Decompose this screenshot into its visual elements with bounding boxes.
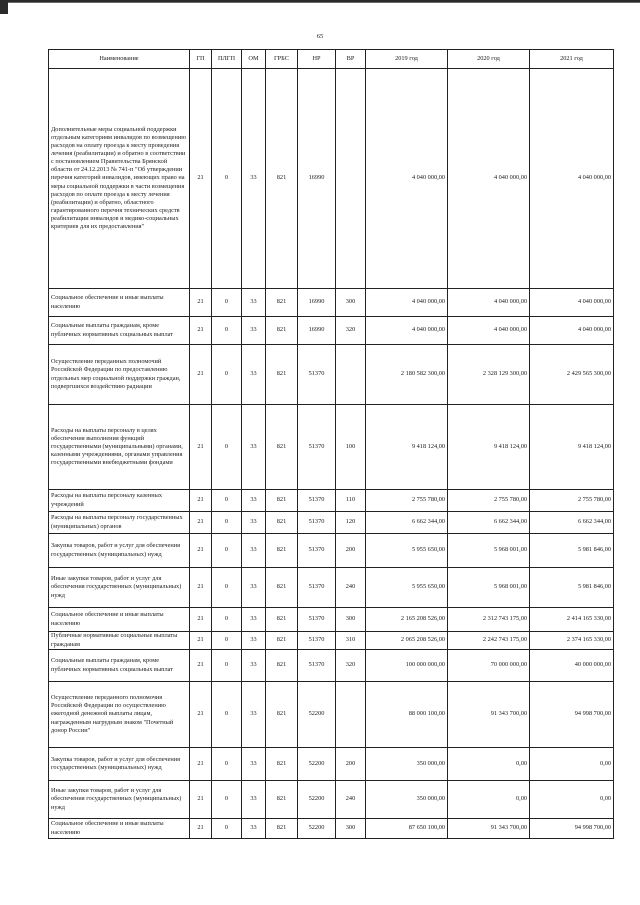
cell-2020: 5 968 001,00 — [448, 568, 530, 608]
cell-2020: 0,00 — [448, 748, 530, 781]
cell-grbs: 821 — [266, 632, 298, 650]
cell-nr: 16990 — [298, 317, 336, 345]
column-header-name: Наименование — [49, 50, 190, 69]
column-header-2020: 2020 год — [448, 50, 530, 69]
cell-vr: 100 — [336, 405, 366, 490]
column-header-plgp: ПЛГП — [212, 50, 242, 69]
cell-nr: 51370 — [298, 568, 336, 608]
table-row — [49, 534, 614, 568]
cell-om: 33 — [242, 490, 266, 512]
cell-2019: 100 000 000,00 — [366, 650, 448, 682]
cell-om: 33 — [242, 748, 266, 781]
cell-name: Осуществление переданного полномочия Российской Федерации по осуществлению ежегодной денежной выплаты лицам, награжденным нагрудным знаком "Почетный донор России" — [49, 682, 190, 748]
cell-2021: 5 981 846,00 — [530, 534, 614, 568]
cell-grbs: 821 — [266, 405, 298, 490]
cell-2019: 6 662 344,00 — [366, 512, 448, 534]
column-header-nr: НР — [298, 50, 336, 69]
cell-name: Закупка товаров, работ и услуг для обеспечения государственных (муниципальных) нужд — [49, 534, 190, 568]
cell-vr: 200 — [336, 748, 366, 781]
cell-nr: 51370 — [298, 512, 336, 534]
cell-nr: 52200 — [298, 819, 336, 839]
cell-name: Закупка товаров, работ и услуг для обеспечения государственных (муниципальных) нужд — [49, 748, 190, 781]
cell-2019: 4 040 000,00 — [366, 289, 448, 317]
cell-gp: 21 — [190, 534, 212, 568]
cell-grbs: 821 — [266, 317, 298, 345]
cell-name: Социальное обеспечение и иные выплаты населению — [49, 289, 190, 317]
table-row — [49, 608, 614, 632]
cell-grbs: 821 — [266, 534, 298, 568]
cell-name: Социальное обеспечение и иные выплаты населению — [49, 819, 190, 839]
cell-gp: 21 — [190, 682, 212, 748]
cell-grbs: 821 — [266, 289, 298, 317]
page-number: 65 — [316, 33, 324, 40]
cell-2020: 9 418 124,00 — [448, 405, 530, 490]
cell-vr — [336, 345, 366, 405]
cell-2019: 2 755 780,00 — [366, 490, 448, 512]
cell-vr: 120 — [336, 512, 366, 534]
cell-2020: 5 968 001,00 — [448, 534, 530, 568]
column-header-2019: 2019 год — [366, 50, 448, 69]
cell-2021: 4 040 000,00 — [530, 289, 614, 317]
cell-nr: 52200 — [298, 748, 336, 781]
table-row — [49, 512, 614, 534]
cell-om: 33 — [242, 317, 266, 345]
table-row — [49, 781, 614, 819]
cell-2020: 4 040 000,00 — [448, 317, 530, 345]
table-row — [49, 650, 614, 682]
cell-grbs: 821 — [266, 608, 298, 632]
cell-grbs: 821 — [266, 819, 298, 839]
cell-2019: 9 418 124,00 — [366, 405, 448, 490]
cell-2021: 2 429 565 300,00 — [530, 345, 614, 405]
cell-om: 33 — [242, 781, 266, 819]
cell-om: 33 — [242, 632, 266, 650]
cell-name: Иные закупки товаров, работ и услуг для обеспечения государственных (муниципальных) нужд — [49, 781, 190, 819]
cell-plgp: 0 — [212, 490, 242, 512]
cell-2020: 2 328 129 300,00 — [448, 345, 530, 405]
cell-vr — [336, 69, 366, 289]
cell-2019: 2 065 208 526,00 — [366, 632, 448, 650]
cell-om: 33 — [242, 650, 266, 682]
cell-2020: 0,00 — [448, 781, 530, 819]
cell-vr: 320 — [336, 650, 366, 682]
cell-nr: 51370 — [298, 608, 336, 632]
cell-plgp: 0 — [212, 69, 242, 289]
cell-gp: 21 — [190, 781, 212, 819]
column-header-vr: ВР — [336, 50, 366, 69]
cell-plgp: 0 — [212, 512, 242, 534]
cell-plgp: 0 — [212, 650, 242, 682]
cell-grbs: 821 — [266, 512, 298, 534]
table-row — [49, 682, 614, 748]
cell-gp: 21 — [190, 632, 212, 650]
cell-name: Расходы на выплаты персоналу казенных учреждений — [49, 490, 190, 512]
cell-2021: 0,00 — [530, 781, 614, 819]
cell-om: 33 — [242, 819, 266, 839]
cell-vr — [336, 682, 366, 748]
cell-2019: 5 955 650,00 — [366, 568, 448, 608]
cell-om: 33 — [242, 405, 266, 490]
cell-om: 33 — [242, 289, 266, 317]
cell-2019: 350 000,00 — [366, 748, 448, 781]
cell-nr: 16990 — [298, 289, 336, 317]
cell-plgp: 0 — [212, 781, 242, 819]
cell-om: 33 — [242, 534, 266, 568]
table-row — [49, 490, 614, 512]
cell-gp: 21 — [190, 405, 212, 490]
cell-vr: 240 — [336, 568, 366, 608]
cell-plgp: 0 — [212, 819, 242, 839]
cell-om: 33 — [242, 345, 266, 405]
cell-plgp: 0 — [212, 289, 242, 317]
table-row — [49, 632, 614, 650]
cell-nr: 52200 — [298, 781, 336, 819]
cell-2021: 9 418 124,00 — [530, 405, 614, 490]
cell-2021: 4 040 000,00 — [530, 317, 614, 345]
cell-om: 33 — [242, 682, 266, 748]
cell-gp: 21 — [190, 748, 212, 781]
cell-2019: 4 040 000,00 — [366, 317, 448, 345]
cell-plgp: 0 — [212, 405, 242, 490]
cell-nr: 51370 — [298, 490, 336, 512]
cell-2019: 4 040 000,00 — [366, 69, 448, 289]
table-row — [49, 289, 614, 317]
cell-plgp: 0 — [212, 748, 242, 781]
cell-plgp: 0 — [212, 345, 242, 405]
cell-2021: 0,00 — [530, 748, 614, 781]
cell-2021: 2 755 780,00 — [530, 490, 614, 512]
scan-corner-mark — [0, 0, 8, 14]
cell-nr: 52200 — [298, 682, 336, 748]
cell-nr: 16990 — [298, 69, 336, 289]
cell-vr: 300 — [336, 819, 366, 839]
cell-2020: 2 755 780,00 — [448, 490, 530, 512]
column-header-om: ОМ — [242, 50, 266, 69]
cell-2020: 2 312 743 175,00 — [448, 608, 530, 632]
cell-name: Осуществление переданных полномочий Российской Федерации по предоставлению отдельных мер социальной поддержки граждан, подвергшихся воздействию радиации — [49, 345, 190, 405]
cell-2021: 94 998 700,00 — [530, 819, 614, 839]
cell-name: Публичные нормативные социальные выплаты гражданам — [49, 632, 190, 650]
cell-gp: 21 — [190, 650, 212, 682]
cell-gp: 21 — [190, 819, 212, 839]
table-row — [49, 748, 614, 781]
cell-gp: 21 — [190, 345, 212, 405]
cell-2019: 2 165 208 526,00 — [366, 608, 448, 632]
cell-2021: 94 998 700,00 — [530, 682, 614, 748]
cell-2019: 87 650 100,00 — [366, 819, 448, 839]
cell-2020: 4 040 000,00 — [448, 289, 530, 317]
table-row — [49, 69, 614, 289]
cell-2021: 2 414 165 330,00 — [530, 608, 614, 632]
cell-name: Иные закупки товаров, работ и услуг для обеспечения государственных (муниципальных) нужд — [49, 568, 190, 608]
cell-plgp: 0 — [212, 568, 242, 608]
cell-2020: 91 343 700,00 — [448, 819, 530, 839]
cell-om: 33 — [242, 69, 266, 289]
cell-grbs: 821 — [266, 748, 298, 781]
table-header-row — [49, 50, 614, 69]
cell-gp: 21 — [190, 289, 212, 317]
cell-2020: 2 242 743 175,00 — [448, 632, 530, 650]
cell-plgp: 0 — [212, 608, 242, 632]
cell-plgp: 0 — [212, 632, 242, 650]
cell-2021: 5 981 846,00 — [530, 568, 614, 608]
cell-grbs: 821 — [266, 568, 298, 608]
cell-2019: 350 000,00 — [366, 781, 448, 819]
cell-2019: 88 000 100,00 — [366, 682, 448, 748]
cell-om: 33 — [242, 512, 266, 534]
cell-vr: 200 — [336, 534, 366, 568]
cell-grbs: 821 — [266, 650, 298, 682]
cell-grbs: 821 — [266, 781, 298, 819]
cell-2019: 2 180 582 300,00 — [366, 345, 448, 405]
cell-vr: 320 — [336, 317, 366, 345]
cell-gp: 21 — [190, 568, 212, 608]
cell-gp: 21 — [190, 608, 212, 632]
column-header-2021: 2021 год — [530, 50, 614, 69]
cell-gp: 21 — [190, 490, 212, 512]
cell-name: Социальное обеспечение и иные выплаты населению — [49, 608, 190, 632]
cell-grbs: 821 — [266, 345, 298, 405]
cell-name: Расходы на выплаты персоналу в целях обеспечения выполнения функций государственными (муниципальными) органами, казенными учреждениями, органами управления государственными внебюджетными фондами — [49, 405, 190, 490]
cell-om: 33 — [242, 568, 266, 608]
cell-plgp: 0 — [212, 534, 242, 568]
column-header-gp: ГП — [190, 50, 212, 69]
cell-vr: 300 — [336, 608, 366, 632]
cell-2020: 70 000 000,00 — [448, 650, 530, 682]
cell-2020: 6 662 344,00 — [448, 512, 530, 534]
table-row — [49, 317, 614, 345]
column-header-grbs: ГРБС — [266, 50, 298, 69]
table-row — [49, 345, 614, 405]
cell-gp: 21 — [190, 69, 212, 289]
budget-table — [48, 49, 614, 839]
cell-nr: 51370 — [298, 534, 336, 568]
table-row — [49, 568, 614, 608]
cell-2021: 4 040 000,00 — [530, 69, 614, 289]
cell-plgp: 0 — [212, 682, 242, 748]
cell-vr: 310 — [336, 632, 366, 650]
cell-nr: 51370 — [298, 632, 336, 650]
cell-2021: 40 000 000,00 — [530, 650, 614, 682]
table-row — [49, 819, 614, 839]
cell-2020: 91 343 700,00 — [448, 682, 530, 748]
cell-gp: 21 — [190, 317, 212, 345]
cell-om: 33 — [242, 608, 266, 632]
cell-nr: 51370 — [298, 650, 336, 682]
cell-vr: 110 — [336, 490, 366, 512]
cell-2021: 6 662 344,00 — [530, 512, 614, 534]
cell-2021: 2 374 165 330,00 — [530, 632, 614, 650]
cell-gp: 21 — [190, 512, 212, 534]
cell-2020: 4 040 000,00 — [448, 69, 530, 289]
cell-nr: 51370 — [298, 345, 336, 405]
cell-name: Дополнительные меры социальной поддержки отдельным категориям инвалидов по возмещению расходов на оплату проезда к месту проведения лечения (реабилитации) и обратно в соответствии с постановлением Правительства Брянской области от 24.12.2013 № 741-п "Об утверждении перечня категорий инвалидов, имеющих право на меры социальной поддержки в части возмещения расходов по оплате проезда к месту лечения (реабилитации) и обратно, областного гарантированного перечня технических средств реабилитации инвалидов и медико-социальных критериев для их предоставления" — [49, 69, 190, 289]
cell-plgp: 0 — [212, 317, 242, 345]
cell-name: Социальные выплаты гражданам, кроме публичных нормативных социальных выплат — [49, 650, 190, 682]
cell-vr: 300 — [336, 289, 366, 317]
cell-grbs: 821 — [266, 682, 298, 748]
table-row — [49, 405, 614, 490]
cell-grbs: 821 — [266, 490, 298, 512]
cell-grbs: 821 — [266, 69, 298, 289]
cell-vr: 240 — [336, 781, 366, 819]
cell-name: Расходы на выплаты персоналу государственных (муниципальных) органов — [49, 512, 190, 534]
scan-top-edge — [0, 0, 640, 5]
cell-2019: 5 955 650,00 — [366, 534, 448, 568]
cell-nr: 51370 — [298, 405, 336, 490]
cell-name: Социальные выплаты гражданам, кроме публичных нормативных социальных выплат — [49, 317, 190, 345]
